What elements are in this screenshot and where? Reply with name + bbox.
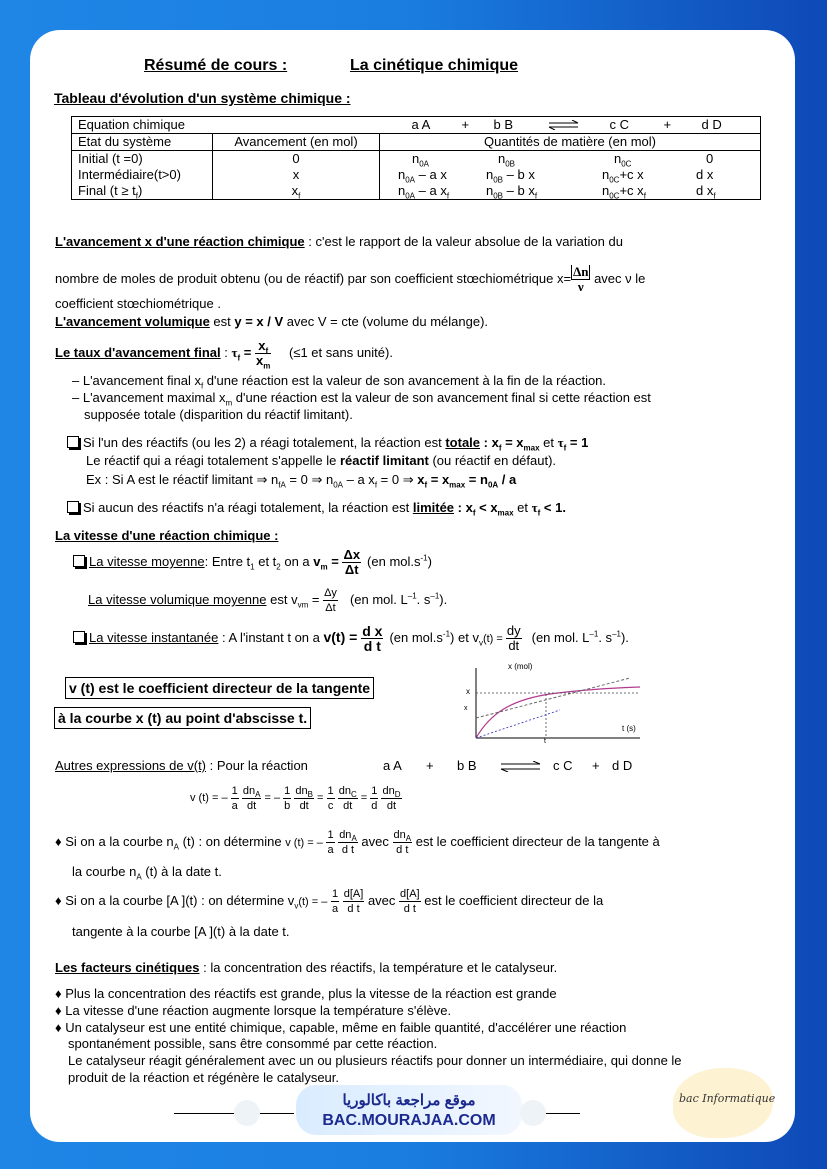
courbe-c-line: ♦ Si on a la courbe [A ](t) : on détermine $v_v(t)$ = – $\frac{1}{a}$ $\frac{d[A]}{\text{d t}}$ avec $\frac{d[A]}{\text{d t}}$ est le coefficient directeur de la: [55, 888, 604, 916]
state-header: Etat du système: [72, 134, 213, 151]
taux-line: Le taux d'avancement final : $\tau_f$ = $\frac{x_f}{x_m}$ (≤1 et sans unité).: [55, 338, 393, 371]
vitesse-instantanee-line: La vitesse instantanée : A l'instant t on a v(t) = $\frac{\text{d x}}{\text{d t}}$ (en $mol.s^{-1}$) et $v_v(t)$ = $\frac{dy}{dt}$ (en mol. $L^{-1}$. $s^{-1}$).: [73, 620, 629, 656]
autres-eq-a: a A: [383, 758, 402, 773]
table-row-header: [72, 134, 761, 151]
facteur-bullet-3: ♦ Un catalyseur est une entité chimique, capable, même en faible quantité, d'accélérer une réaction: [55, 1020, 627, 1035]
bullet-avancement-max: – L'avancement maximal $x_m$ d'une réaction est la valeur de son avancement final si cette réaction est: [72, 390, 651, 408]
avancement-header: Avancement (en mol): [213, 134, 380, 151]
taux-fraction: $\frac{x_f}{x_m}$: [256, 338, 271, 371]
checkbox-icon: [67, 436, 79, 448]
vitesse-moyenne-line: La vitesse moyenne: Entre $t_1$ et $t_2$ on a $v_m$ = $\frac{\Delta x}{\Delta t}$ (en $mol.s^{-1}$): [73, 545, 432, 579]
quantites-cell: $n_{0A}$ $n_{0B}$ $n_{0C}$ 0 $n_{0A}$ – a x $n_{0B}$ – b x $n_{0C}+c$ x d x $n_{0A}$ – a $x_f$ $n_{0B}$ – b $x_f$ $n_{0C}+c$ $x_f$ d $x_f$: [380, 151, 761, 200]
checkbox-icon: [67, 501, 79, 513]
autres-line: Autres expressions de v(t) : Pour la réaction: [55, 758, 308, 773]
avancement-line1: L'avancement x d'une réaction chimique : c'est le rapport de la valeur absolue de la variation du: [55, 234, 623, 249]
facteur-bullet-4: Le catalyseur réagit généralement avec un ou plusieurs réactifs pour donner un intermédiaire, qui donne le: [68, 1053, 682, 1068]
avancements-cell: [213, 151, 380, 200]
checkbox-icon: [73, 631, 85, 643]
vitesse-title: La vitesse d'une réaction chimique :: [55, 528, 279, 543]
header-right: La cinétique chimique: [350, 57, 519, 74]
vitesse-expressions: v (t) = – $\frac{1}{a}$ $\frac{dn_A}{dt}$ = – $\frac{1}{b}$ $\frac{dn_B}{dt}$ = $\frac{1}{c}$ $\frac{dn_C}{dt}$ = $\frac{1}{d}$ $\frac{dn_D}{dt}$: [190, 784, 401, 812]
facteur-bullet-3b: spontanément possible, sans être consommé par cette réaction.: [68, 1036, 438, 1051]
tangent-graph: [460, 664, 660, 744]
header-left: Résumé de cours :: [144, 57, 288, 74]
state-final: Final $(t \ge t_f)$: [78, 183, 143, 201]
eq-plus2: +: [663, 117, 672, 132]
site-badge[interactable]: [296, 1085, 522, 1135]
courbe-n-line2: la courbe $n_A$ (t) à la date t.: [72, 864, 222, 882]
volumique-line: L'avancement volumique est y = x / V avec V = cte (volume du mélange).: [55, 314, 489, 329]
footer-logo-left-icon: [234, 1100, 260, 1126]
avancement-line3: coefficient stœchiométrique .: [55, 296, 221, 311]
footer-logo-right-icon: [520, 1100, 546, 1126]
avancement-intermediate: x: [292, 167, 300, 182]
autres-eq-b: b B: [457, 758, 477, 773]
eq-plus1: +: [461, 117, 470, 132]
eq-b: b B: [493, 117, 514, 132]
avancement-line2: nombre de moles de produit obtenu (ou de réactif) par son coefficient stœchiométrique x= $\frac{\Delta n}{\nu}$ avec ν le: [55, 264, 646, 295]
autres-eq-plus1: +: [426, 758, 434, 773]
totale-line3: Ex : Si A est le réactif limitant ⇒ $n_{fA} = 0$ ⇒ $n_{0A}$ – a $x_f = 0$ ⇒ $x_f = x_{max} = n_{0A} / a$: [86, 472, 517, 490]
graph-y-tick-2: x: [464, 705, 468, 712]
tangente-box-1: v (t) est le coefficient directeur de la tangente: [65, 677, 374, 699]
limitee-line: Si aucun des réactifs n'a réagi totalement, la réaction est limitée : $x_f < x_{max}$ et $\tau_f < 1$.: [67, 500, 566, 516]
facteurs-line: Les facteurs cinétiques : la concentration des réactifs, la température et le catalyseur.: [55, 960, 558, 975]
checkbox-icon: [73, 555, 85, 567]
bac-informatique-logo: bac Informatique: [673, 1068, 773, 1138]
facteur-bullet-4b: produit de la réaction et régénère le catalyseur.: [68, 1070, 340, 1085]
courbe-c-line2: tangente à la courbe [A ](t) à la date t.: [72, 924, 290, 939]
curve-x-t: [476, 687, 640, 738]
equilibrium-arrows-icon: [500, 761, 542, 772]
delta-n-over-nu: $\frac{\Delta n}{\nu}$: [573, 264, 589, 295]
table-title: Tableau d'évolution d'un système chimique :: [54, 90, 351, 106]
site-url[interactable]: BAC.MOURAJAA.COM: [322, 1112, 496, 1129]
bullet-avancement-final: – L'avancement final $x_f$ d'une réaction est la valeur de son avancement à la fin de la réaction.: [72, 373, 607, 391]
autres-eq-c: c C: [553, 758, 573, 773]
quantites-header: Quantités de matière (en mol): [380, 134, 761, 151]
document-page: [30, 30, 795, 1142]
equation-cell: [380, 117, 761, 134]
graph-x-tick: t: [544, 738, 546, 745]
facteur-bullet-2: ♦ La vitesse d'une réaction augmente lorsque la température s'élève.: [55, 1003, 452, 1018]
state-intermediate: Intermédiaire(t>0): [78, 167, 181, 182]
tangente-box-2: à la courbe x (t) au point d'abscisse t.: [54, 707, 311, 729]
graph-x-label: t (s): [622, 724, 636, 733]
avancement-initial: 0: [292, 151, 300, 166]
graph-y-label: x (mol): [508, 662, 533, 671]
equilibrium-arrows-icon: [548, 120, 580, 130]
equation-label: Equation chimique: [72, 117, 380, 134]
site-name-arabic: موقع مراجعة باكالوريا: [342, 1092, 476, 1109]
facteur-bullet-1: ♦ Plus la concentration des réactifs est grande, plus la vitesse de la réaction est grande: [55, 986, 557, 1001]
state-initial: Initial (t =0): [78, 151, 143, 166]
eq-d: d D: [701, 117, 722, 132]
courbe-n-line: ♦ Si on a la courbe $n_A$ (t) : on détermine v (t) = – $\frac{1}{a}$ $\frac{dn_A}{\text{d t}}$ avec $\frac{dn_A}{\text{d t}}$ est le coefficient directeur de la tangente à: [55, 829, 660, 857]
vitesse-volumique-line: La vitesse volumique moyenne est $v_{vm}$ = $\frac{\Delta y}{\Delta t}$ (en mol. $L^{-1}$. $s^{-1}$).: [88, 587, 448, 615]
evolution-table: [71, 116, 761, 200]
table-row-equation: [72, 117, 761, 134]
totale-line2: Le réactif qui a réagi totalement s'appelle le réactif limitant (ou réactif en défaut).: [86, 453, 557, 468]
autres-eq-d: d D: [612, 758, 633, 773]
avancement-final: $x_f$: [291, 183, 301, 201]
bullet-avancement-max-2: supposée totale (disparition du réactif limitant).: [84, 407, 353, 422]
eq-c: c C: [609, 117, 629, 132]
totale-line1: Si l'un des réactifs (ou les 2) a réagi totalement, la réaction est totale : $x_f = x_{max}$ et $\tau_f = 1$: [67, 435, 588, 451]
states-cell: [72, 151, 213, 200]
autres-eq-plus2: +: [592, 758, 600, 773]
table-row-values: [72, 151, 761, 200]
eq-a: a A: [411, 117, 431, 132]
graph-y-tick: x: [466, 687, 470, 696]
